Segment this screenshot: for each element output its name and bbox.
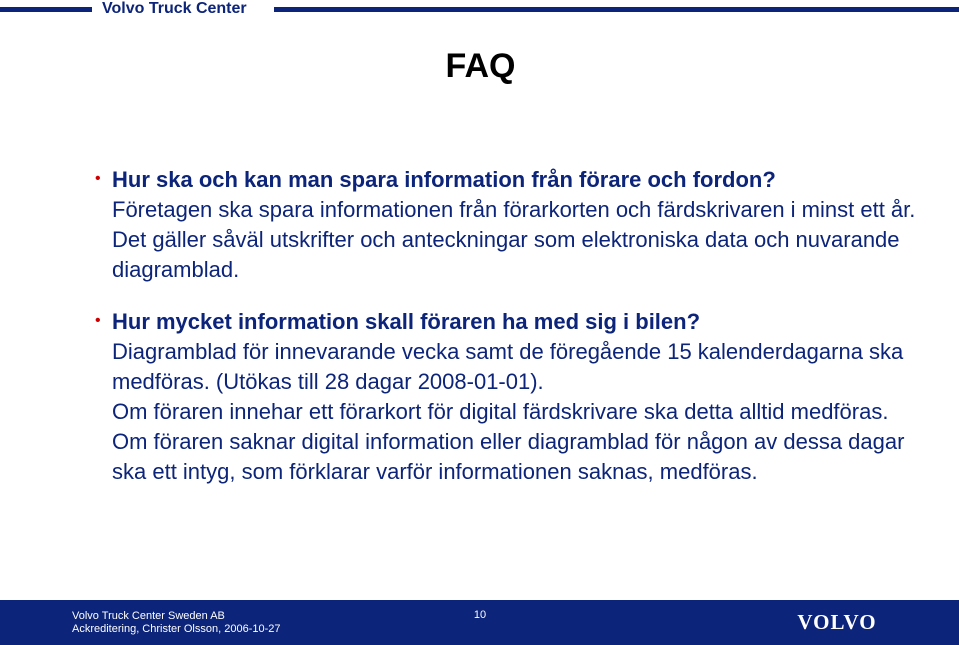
slide-title: FAQ [445, 47, 516, 85]
faq-answer: Diagramblad för innevarande vecka samt de föregående 15 kalenderdagarna ska medföras. (Utökas till 28 dagar 2008-01-01). [112, 339, 904, 394]
faq-item [95, 165, 942, 285]
footer-company: Volvo Truck Center Sweden AB [72, 610, 225, 622]
bullet-icon: • [95, 312, 101, 329]
header-brand: Volvo Truck Center [102, 0, 247, 17]
bullet-icon: • [95, 170, 101, 187]
volvo-logo [784, 611, 890, 633]
faq-content [95, 165, 942, 487]
faq-question: Hur mycket information skall föraren ha med sig i bilen? [112, 309, 701, 334]
volvo-logo-text: VOLVO [797, 610, 877, 634]
faq-answer: Om föraren innehar ett förarkort för digital färdskrivare ska detta alltid medföras. [112, 399, 889, 424]
faq-item [95, 307, 942, 487]
faq-question: Hur ska och kan man spara information från förare och fordon? [112, 167, 776, 192]
header-bar-left [0, 7, 92, 12]
footer-accreditation: Ackreditering, Christer Olsson, 2006-10-27 [72, 623, 281, 635]
faq-answer: Företagen ska spara informationen från förarkorten och färdskrivaren i minst ett år. Det gäller såväl utskrifter och anteckningar som elektroniska data och nuvarande diagramblad. [112, 197, 916, 282]
page-number: 10 [473, 609, 487, 621]
faq-answer: Om föraren saknar digital information eller diagramblad för någon av dessa dagar ska ett intyg, som förklarar varför informationen saknas, medföras. [112, 429, 905, 484]
header-bar-right [274, 7, 959, 12]
